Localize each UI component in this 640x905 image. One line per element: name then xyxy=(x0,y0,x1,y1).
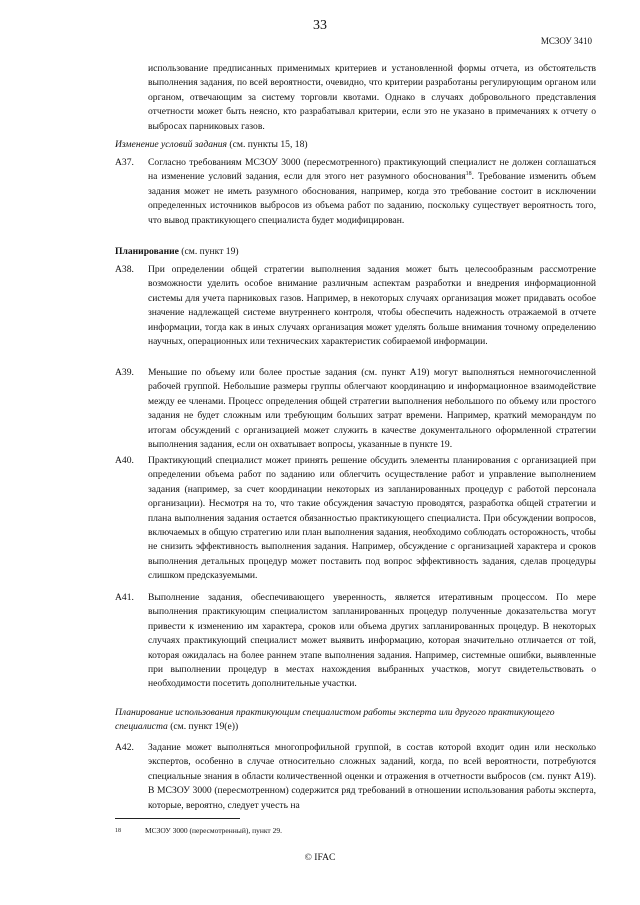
page-footer: © IFAC xyxy=(304,852,336,863)
paragraph-number: A42. xyxy=(115,742,134,753)
paragraph-number: A38. xyxy=(115,264,134,275)
paragraph-number: A41. xyxy=(115,592,134,603)
footnote xyxy=(115,826,282,836)
paragraph-text: Согласно требованиям МСЗОУ 3000 (пересмотренного) практикующий специалист не должен соглашаться на изменение условий задания, если для этого нет разумного обоснования xyxy=(148,157,596,183)
paragraph-text: . Требование изменить объем задания может не иметь разумного обоснования, например, когда это требование состоит в исключении определенных источников выбросов из объема работ по заданию, поскольку существует вероятность того, что вывод практикующего специалиста будет модифицирован. xyxy=(148,171,596,226)
intro-paragraph: использование предписанных применимых критериев и установленной формы отчета, из обстоятельств выполнения задания, по всей вероятности, очевидно, что критерии разработаны регулирующим органом или органом, отвечающим за систему торговли квотами. Однако в случаях добровольного представления отчетности может быть неясно, кто разрабатывал критерии, если это не указано в примечаниях к отчету о выбросах парниковых газов. xyxy=(148,63,596,132)
heading-reference: (см. пункт 19(e)) xyxy=(167,721,239,733)
section-heading-expert xyxy=(115,706,555,735)
paragraph-a41: Выполнение задания, обеспечивающего уверенность, является итеративным процессом. По мере выполнения практикующим специалистом запланированных процедур полученные доказательства могут привести к изменению им характера, сроков или объема других запланированных процедур. В некоторых случаях практикующий специалист может выявить информацию, которая значительно отличается от той, которая ожидалась на более раннем этапе выполнения задания. Например, системные ошибки, выявленные при выполнении процедур в местах нахождения выбранных участков, могут свидетельствовать о необходимости посетить дополнительные участки. xyxy=(148,592,596,690)
paragraph-a39: Меньшие по объему или более простые задания (см. пункт A19) могут выполняться немногочисленной рабочей группой. Небольшие размеры группы облегчают координацию и информационное взаимодействие между ее членами. Процесс определения общей стратегии выполнения небольшого по объему или простого задания не будет сложным или требующим больших затрат времени. Например, краткий меморандум по итогам обсуждений с организацией может служить в качестве документального оформленной стратегии выполнения задания, если он охватывает вопросы, указанные в пункте 19. xyxy=(148,367,596,451)
paragraph-a38: При определении общей стратегии выполнения задания может быть целесообразным рассмотрение возможности уделить особое внимание различным аспектам разработки и внедрения информационной системы для учета парниковых газов. Например, в некоторых случаях организация может придавать особое значение надлежащей системе внутреннего контроля, чтобы обеспечить надежность отражаемой в отчете информации, тогда как в иных случаях организация может уделять больше внимания точному определению научных, операционных или технических характеристик собираемой информации. xyxy=(148,264,596,348)
paragraph-number: A40. xyxy=(115,455,134,466)
paragraph-number: A37. xyxy=(115,157,134,168)
footnote-divider xyxy=(115,818,240,819)
paragraph-a42: Задание может выполняться многопрофильной группой, в состав которой входит один или несколько экспертов, особенно в случае относительно сложных заданий, когда, по всей вероятности, потребуются специальные знания в области количественной оценки и отражения в отчетности выбросов (см. пункт A19). В МСЗОУ 3000 (пересмотренном) содержится ряд требований в отношении использования работы эксперта, которые, вероятно, следует учесть на xyxy=(148,742,596,811)
footnote-text: МСЗОУ 3000 (пересмотренный), пункт 29. xyxy=(145,826,282,835)
paragraph-a37 xyxy=(148,156,596,228)
footnote-number: 18 xyxy=(115,828,121,834)
paragraph-number: A39. xyxy=(115,367,134,378)
heading-title: Изменение условий задания xyxy=(115,139,228,150)
heading-title: Планирование xyxy=(115,246,179,257)
heading-reference: (см. пункт 19) xyxy=(178,246,239,257)
footnote-reference: 18 xyxy=(465,171,472,178)
section-heading-change-terms xyxy=(115,138,596,152)
heading-reference: (см. пункты 15, 18) xyxy=(227,139,308,150)
paragraph-a40: Практикующий специалист может принять решение обсудить элементы планирования с организацией при определении объема работ по заданию или облегчить осуществление работ и управление выполнением задания (например, за счет координации некоторых из запланированных процедур с работой персонала организации). Несмотря на то, что такие обсуждения зачастую проводятся, разработка общей стратегии и плана выполнения задания остается обязанностью практикующего специалиста. При обсуждении вопросов, включаемых в общую стратегию или план выполнения задания, необходимо соблюдать осторожность, чтобы не снизить эффективность выполнения задания. Например, обсуждение с организацией характера и сроков выполнения детальных процедур может поставить под вопрос эффективность задания, сделав процедуры слишком предсказуемыми. xyxy=(148,455,596,582)
standard-code: МСЗОУ 3410 xyxy=(540,36,592,46)
page-number: 33 xyxy=(313,18,327,33)
heading-title: Планирование использования практикующим специалистом работы эксперта или другого практикующего специалиста xyxy=(115,707,555,733)
section-heading-planning xyxy=(115,245,596,259)
